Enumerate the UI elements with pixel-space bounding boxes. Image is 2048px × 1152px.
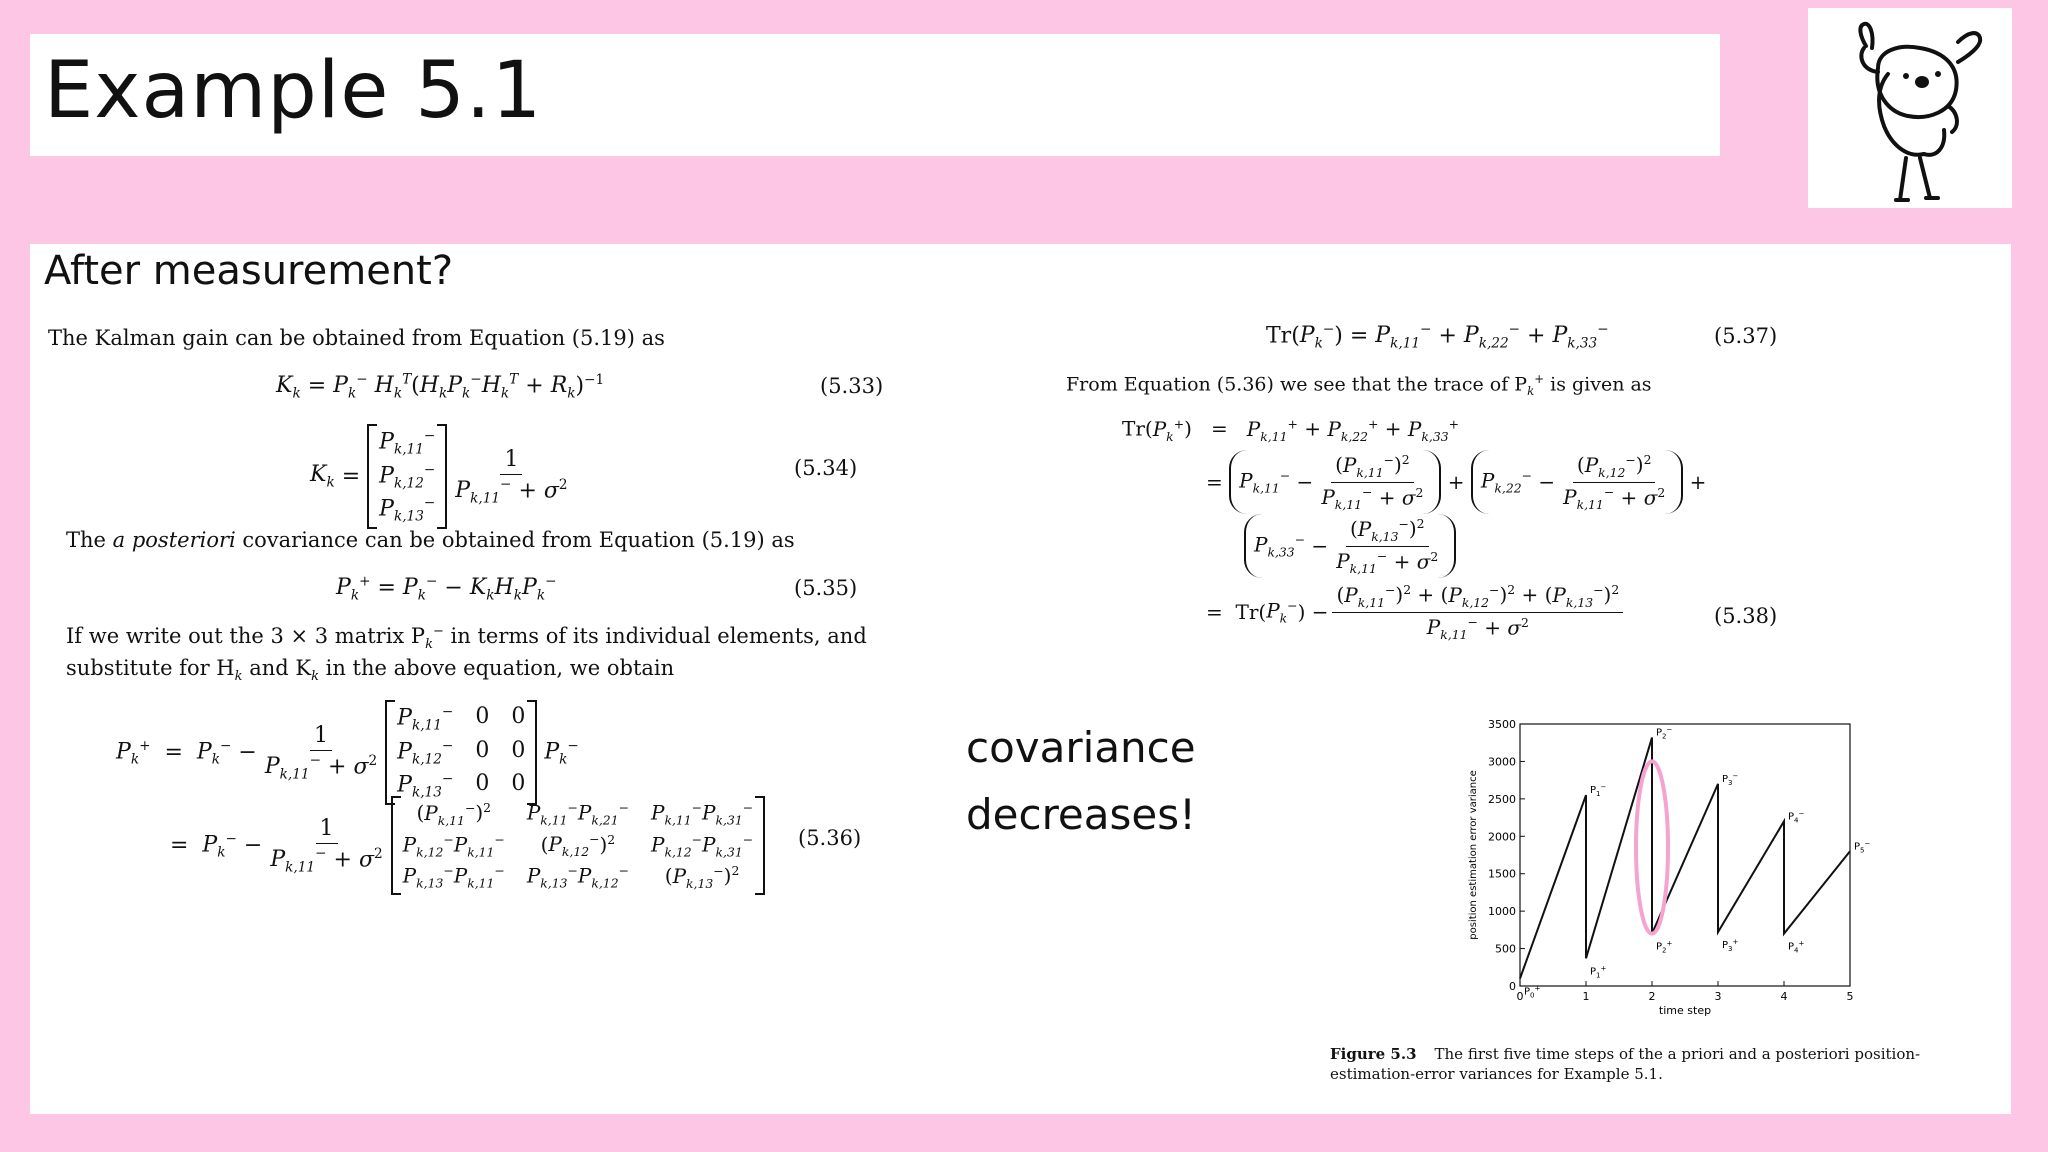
kalman-gain-intro: The Kalman gain can be obtained from Equation (5.19) as [48,326,665,350]
x-tick-label: 5 [1846,990,1854,1003]
trace-intro: From Equation (5.36) we see that the trace of $P_k^+$ is given as [1066,372,1652,399]
posteriori-intro [66,526,795,554]
text-part: The [66,528,113,552]
text-part: and K [242,655,312,680]
equation-number: (5.35) [794,576,858,600]
equation-5-33: $K_k = P_k^-$ $H_k^T(H_kP_k^-H_k^T + R_k)^{-1}$ [276,372,605,402]
note-line: decreases! [966,790,1196,840]
slide-subtitle: After measurement? [44,248,454,294]
equation-5-38-line4: = Tr( $P_k^-$ ) − $\frac{(P_{k,11}^-)^2 + (P_{k,12}^-)^2 + (P_{k,13}^-)^2}{P_{k,11}^- + \sigma^2}$ [1206,582,1627,642]
equation-number: (5.34) [794,456,858,480]
point-label: $P_2^-$ [1656,725,1673,741]
y-tick-label: 1000 [1488,905,1516,919]
slide-title: Example 5.1 [44,46,543,136]
variance-chart [1420,714,1980,1034]
x-tick-label: 3 [1714,990,1722,1003]
note-line: covariance [966,723,1196,772]
y-tick-label: 2500 [1488,792,1516,806]
text-part: From Equation (5.36) we see that the trace of P [1066,373,1528,396]
equation-number: (5.33) [820,374,884,398]
bunny-mascot-icon [1808,8,2012,208]
y-tick-label: 0 [1509,980,1516,993]
text-part: in terms of its individual elements, and [443,624,867,648]
point-label: $P_1^-$ [1590,783,1607,799]
equation-number: (5.36) [798,826,862,850]
equation-number: (5.38) [1714,604,1778,628]
content-panel [30,244,2011,1114]
equation-5-34: $K_k$ = $P_{k,11}^-$ $P_{k,12}^-$ $P_{k,13}^-$ $\frac{1}{P_{k,11}^- + \sigma^2}$ [310,424,576,529]
x-tick-label: 2 [1648,990,1656,1003]
point-label: $P_4^+$ [1788,939,1805,955]
y-tick-label: 3000 [1488,755,1516,769]
caption-text: The first five time steps of the a priori and a posteriori position-estimation-error variances for Example 5.1. [1330,1045,1921,1084]
figure-caption [1330,1044,1990,1085]
equation-5-38-line2: = $P_{k,11}^-$ − $\frac{(P_{k,11}^-)^2}{P_{k,11}^- + \sigma^2}$ + $P_{k,22}^-$ − $\frac{(P_{k,12}^-)^2}{P_{k,11}^- + \sigma^2}$ + [1206,452,1707,513]
equation-5-38-line3: $P_{k,33}^-$ − $\frac{(P_{k,13}^-)^2}{P_{k,11}^- + \sigma^2}$ [1244,514,1456,578]
title-panel [30,34,1720,156]
write-out-paragraph: If we write out the 3 × 3 matrix $P_k^-$ in terms of its individual elements, and substitute for $H_k$ and $K_k$ in the above equation, we obtain [66,624,867,684]
mascot-logo [1808,8,2012,208]
y-tick-label: 3500 [1488,718,1516,731]
point-label: $P_3^-$ [1722,771,1739,787]
equation-5-37: $Tr(P_k^-) = P_{k,11}^- + P_{k,22}^- + P_{k,33}^-$ [1266,322,1609,352]
equation-5-35: $P_k^+ = P_k^- - K_kH_kP_k^-$ [336,574,557,604]
equation-5-38-line1: $Tr(P_k^+) = P_{k,11}^+ + P_{k,22}^+ + P_{k,33}^+$ [1122,416,1459,444]
caption-label: Figure 5.3 [1330,1045,1417,1063]
x-tick-label: 1 [1582,990,1590,1003]
y-tick-label: 2000 [1488,830,1516,844]
x-tick-label: 0 [1516,990,1524,1003]
point-label: $P_5^-$ [1854,839,1871,855]
y-axis-label: position estimation error variance [1468,770,1479,940]
equation-number: (5.37) [1714,324,1778,348]
x-tick-label: 4 [1780,990,1788,1003]
point-label: $P_4^-$ [1788,809,1805,825]
covariance-note [966,714,1196,848]
point-label: $P_0^+$ [1524,984,1541,1000]
text-part: in the above equation, we obtain [318,655,675,680]
text-part: a posteriori [112,528,236,552]
y-tick-label: 500 [1495,942,1516,956]
text-part: If we write out the 3 × 3 matrix P [66,624,426,648]
equation-5-36-line1: $P_k^+$ = $P_k^-$ − $\frac{1}{P_{k,11}^- + \sigma^2}$ $P_{k,11}^-$ 0 0 $P_{k,12}^-$ 0 0 $P_{k,13}^-$ 0 0 $P_k^-$ [116,700,579,805]
point-label: $P_1^+$ [1590,964,1607,980]
y-tick-label: 1500 [1488,867,1516,881]
x-axis-label: time step [1658,1004,1712,1017]
text-part: is given as [1544,373,1652,396]
equation-5-36-line2: = $P_k^-$ − $\frac{1}{P_{k,11}^- + \sigma^2}$ $(P_{k,11}^-)^2$ $P_{k,11}^-P_{k,21}^-$ $P_{k,11}^-P_{k,31}^-$ $P_{k,12}^-P_{k,11}^-$ $(P_{k,12}^-)^2$ $P_{k,12}^-P_{k,31}^-$ $P_{k,13}^-P_{k,11}^-$ $P_{k,13}^-P_{k,12}^-$ $(P_{k,13}^-)^2$ [170,796,765,895]
point-label: $P_3^+$ [1722,938,1739,954]
point-label: $P_2^+$ [1656,939,1673,955]
text-part: covariance can be obtained from Equation (5.19) as [235,528,795,552]
text-part: substitute for H [66,655,235,680]
